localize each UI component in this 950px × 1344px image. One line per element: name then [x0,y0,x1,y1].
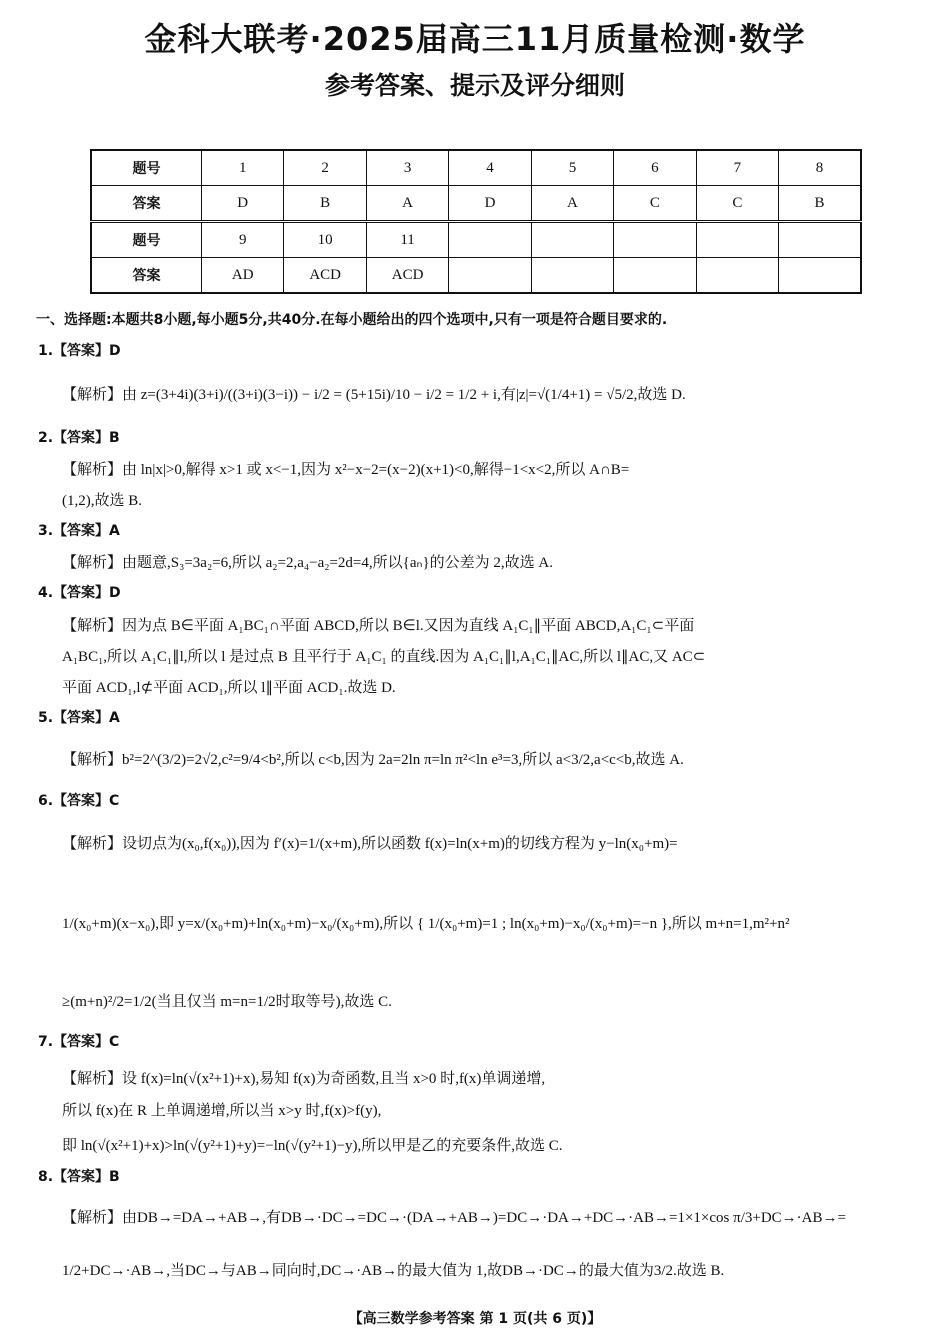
solution-line: 【解析】由DB→=DA→+AB→,有DB→·DC→=DC→·(DA→+AB→)=DC→·DA→+DC→·AB→=1×1×cos π/3+DC→·AB→= [62,1210,846,1226]
answer-label: 6.【答案】C [38,793,120,809]
table-cell: A [366,186,448,222]
table-cell: C [696,186,778,222]
table-cell: B [284,186,366,222]
page-title: 金科大联考·2025届高三11月质量检测·数学 [144,20,806,58]
solution-line: 【解析】由 ln|x|>0,解得 x>1 或 x<−1,因为 x²−x−2=(x−2)(x+1)<0,解得−1<x<2,所以 A∩B= [62,462,630,478]
table-cell [531,258,613,294]
answer-label: 8.【答案】B [38,1169,120,1185]
answer-label: 4.【答案】D [38,585,121,601]
table-cell: 3 [366,150,448,186]
table-cell [614,258,696,294]
answer-label: 5.【答案】A [38,710,120,726]
page-subtitle: 参考答案、提示及评分细则 [324,71,625,100]
solution-line: A₁BC₁,所以 A₁C₁∥l,所以 l 是过点 B 且平行于 A₁C₁ 的直线.因为 A₁C₁∥l,A₁C₁∥AC,所以 l∥AC,又 AC⊂ [62,649,706,665]
row-label: 题号 [91,222,202,258]
table-row [91,186,861,222]
table-cell: D [449,186,531,222]
row-label: 题号 [91,150,202,186]
solution-line: 【解析】设切点为(x₀,f(x₀)),因为 f′(x)=1/(x+m),所以函数 f(x)=ln(x+m)的切线方程为 y−ln(x₀+m)= [62,836,678,852]
answer-label: 2.【答案】B [38,430,120,446]
table-cell: 5 [531,150,613,186]
solution-line: 所以 f(x)在 R 上单调递增,所以当 x>y 时,f(x)>f(y), [62,1103,382,1119]
solution-line: 【解析】由 z=(3+4i)(3+i)/((3+i)(3−i)) − i/2 = (5+15i)/10 − i/2 = 1/2 + i,有|z|=√(1/4+1) = √5/2,故选 D. [62,387,686,403]
table-row [91,222,861,258]
solution-line: 1/(x₀+m)(x−x₀),即 y=x/(x₀+m)+ln(x₀+m)−x₀/(x₀+m),所以 { 1/(x₀+m)=1 ; ln(x₀+m)−x₀/(x₀+m)=−n },所以 m+n=1,m²+n² [62,916,790,932]
solution-line: 【解析】设 f(x)=ln(√(x²+1)+x),易知 f(x)为奇函数,且当 x>0 时,f(x)单调递增, [62,1071,546,1087]
table-cell [531,222,613,258]
answer-label: 3.【答案】A [38,523,120,539]
table-cell: 4 [449,150,531,186]
table-cell [449,258,531,294]
row-label: 答案 [91,258,202,294]
table-cell [696,222,778,258]
table-cell [696,258,778,294]
table-cell: 6 [614,150,696,186]
solution-line: 平面 ACD₁,l⊄平面 ACD₁,所以 l∥平面 ACD₁.故选 D. [62,680,396,696]
table-cell: 9 [202,222,284,258]
table-cell: ACD [366,258,448,294]
table-cell: D [202,186,284,222]
table-cell [779,258,861,294]
solution-line: 【解析】b²=2^(3/2)=2√2,c²=9/4<b²,所以 c<b,因为 2a=2ln π=ln π²<ln e³=3,所以 a<3/2,a<c<b,故选 A. [62,752,684,768]
page-footer: 【高三数学参考答案 第 1 页(共 6 页)】 [348,1311,602,1327]
table-cell: C [614,186,696,222]
table-cell: 11 [366,222,448,258]
table-cell: 7 [696,150,778,186]
table-cell: A [531,186,613,222]
table-cell [449,222,531,258]
row-label: 答案 [91,186,202,222]
answer-table [90,149,862,294]
solution-line: 【解析】由题意,S₃=3a₂=6,所以 a₂=2,a₄−a₂=2d=4,所以{aₙ}的公差为 2,故选 A. [62,555,553,571]
solution-line: ≥(m+n)²/2=1/2(当且仅当 m=n=1/2时取等号),故选 C. [62,994,392,1010]
table-row [91,150,861,186]
table-cell: 2 [284,150,366,186]
table-cell [779,222,861,258]
table-cell: AD [202,258,284,294]
table-cell: 10 [284,222,366,258]
solution-line: 1/2+DC→·AB→,当DC→与AB→同向时,DC→·AB→的最大值为 1,故DB→·DC→的最大值为3/2.故选 B. [62,1263,725,1279]
table-cell: 1 [202,150,284,186]
table-row [91,258,861,294]
table-cell: B [779,186,861,222]
table-cell [614,222,696,258]
answer-label: 7.【答案】C [38,1034,120,1050]
section-heading: 一、选择题:本题共8小题,每小题5分,共40分.在每小题给出的四个选项中,只有一项是符合题目要求的. [36,312,668,328]
answer-label: 1.【答案】D [38,343,121,359]
table-cell: 8 [779,150,861,186]
solution-line: 即 ln(√(x²+1)+x)>ln(√(y²+1)+y)=−ln(√(y²+1)−y),所以甲是乙的充要条件,故选 C. [62,1138,563,1154]
table-cell: ACD [284,258,366,294]
solution-line: 【解析】因为点 B∈平面 A₁BC₁∩平面 ABCD,所以 B∈l.又因为直线 A₁C₁∥平面 ABCD,A₁C₁⊂平面 [62,618,695,634]
solution-line: (1,2),故选 B. [62,493,142,509]
